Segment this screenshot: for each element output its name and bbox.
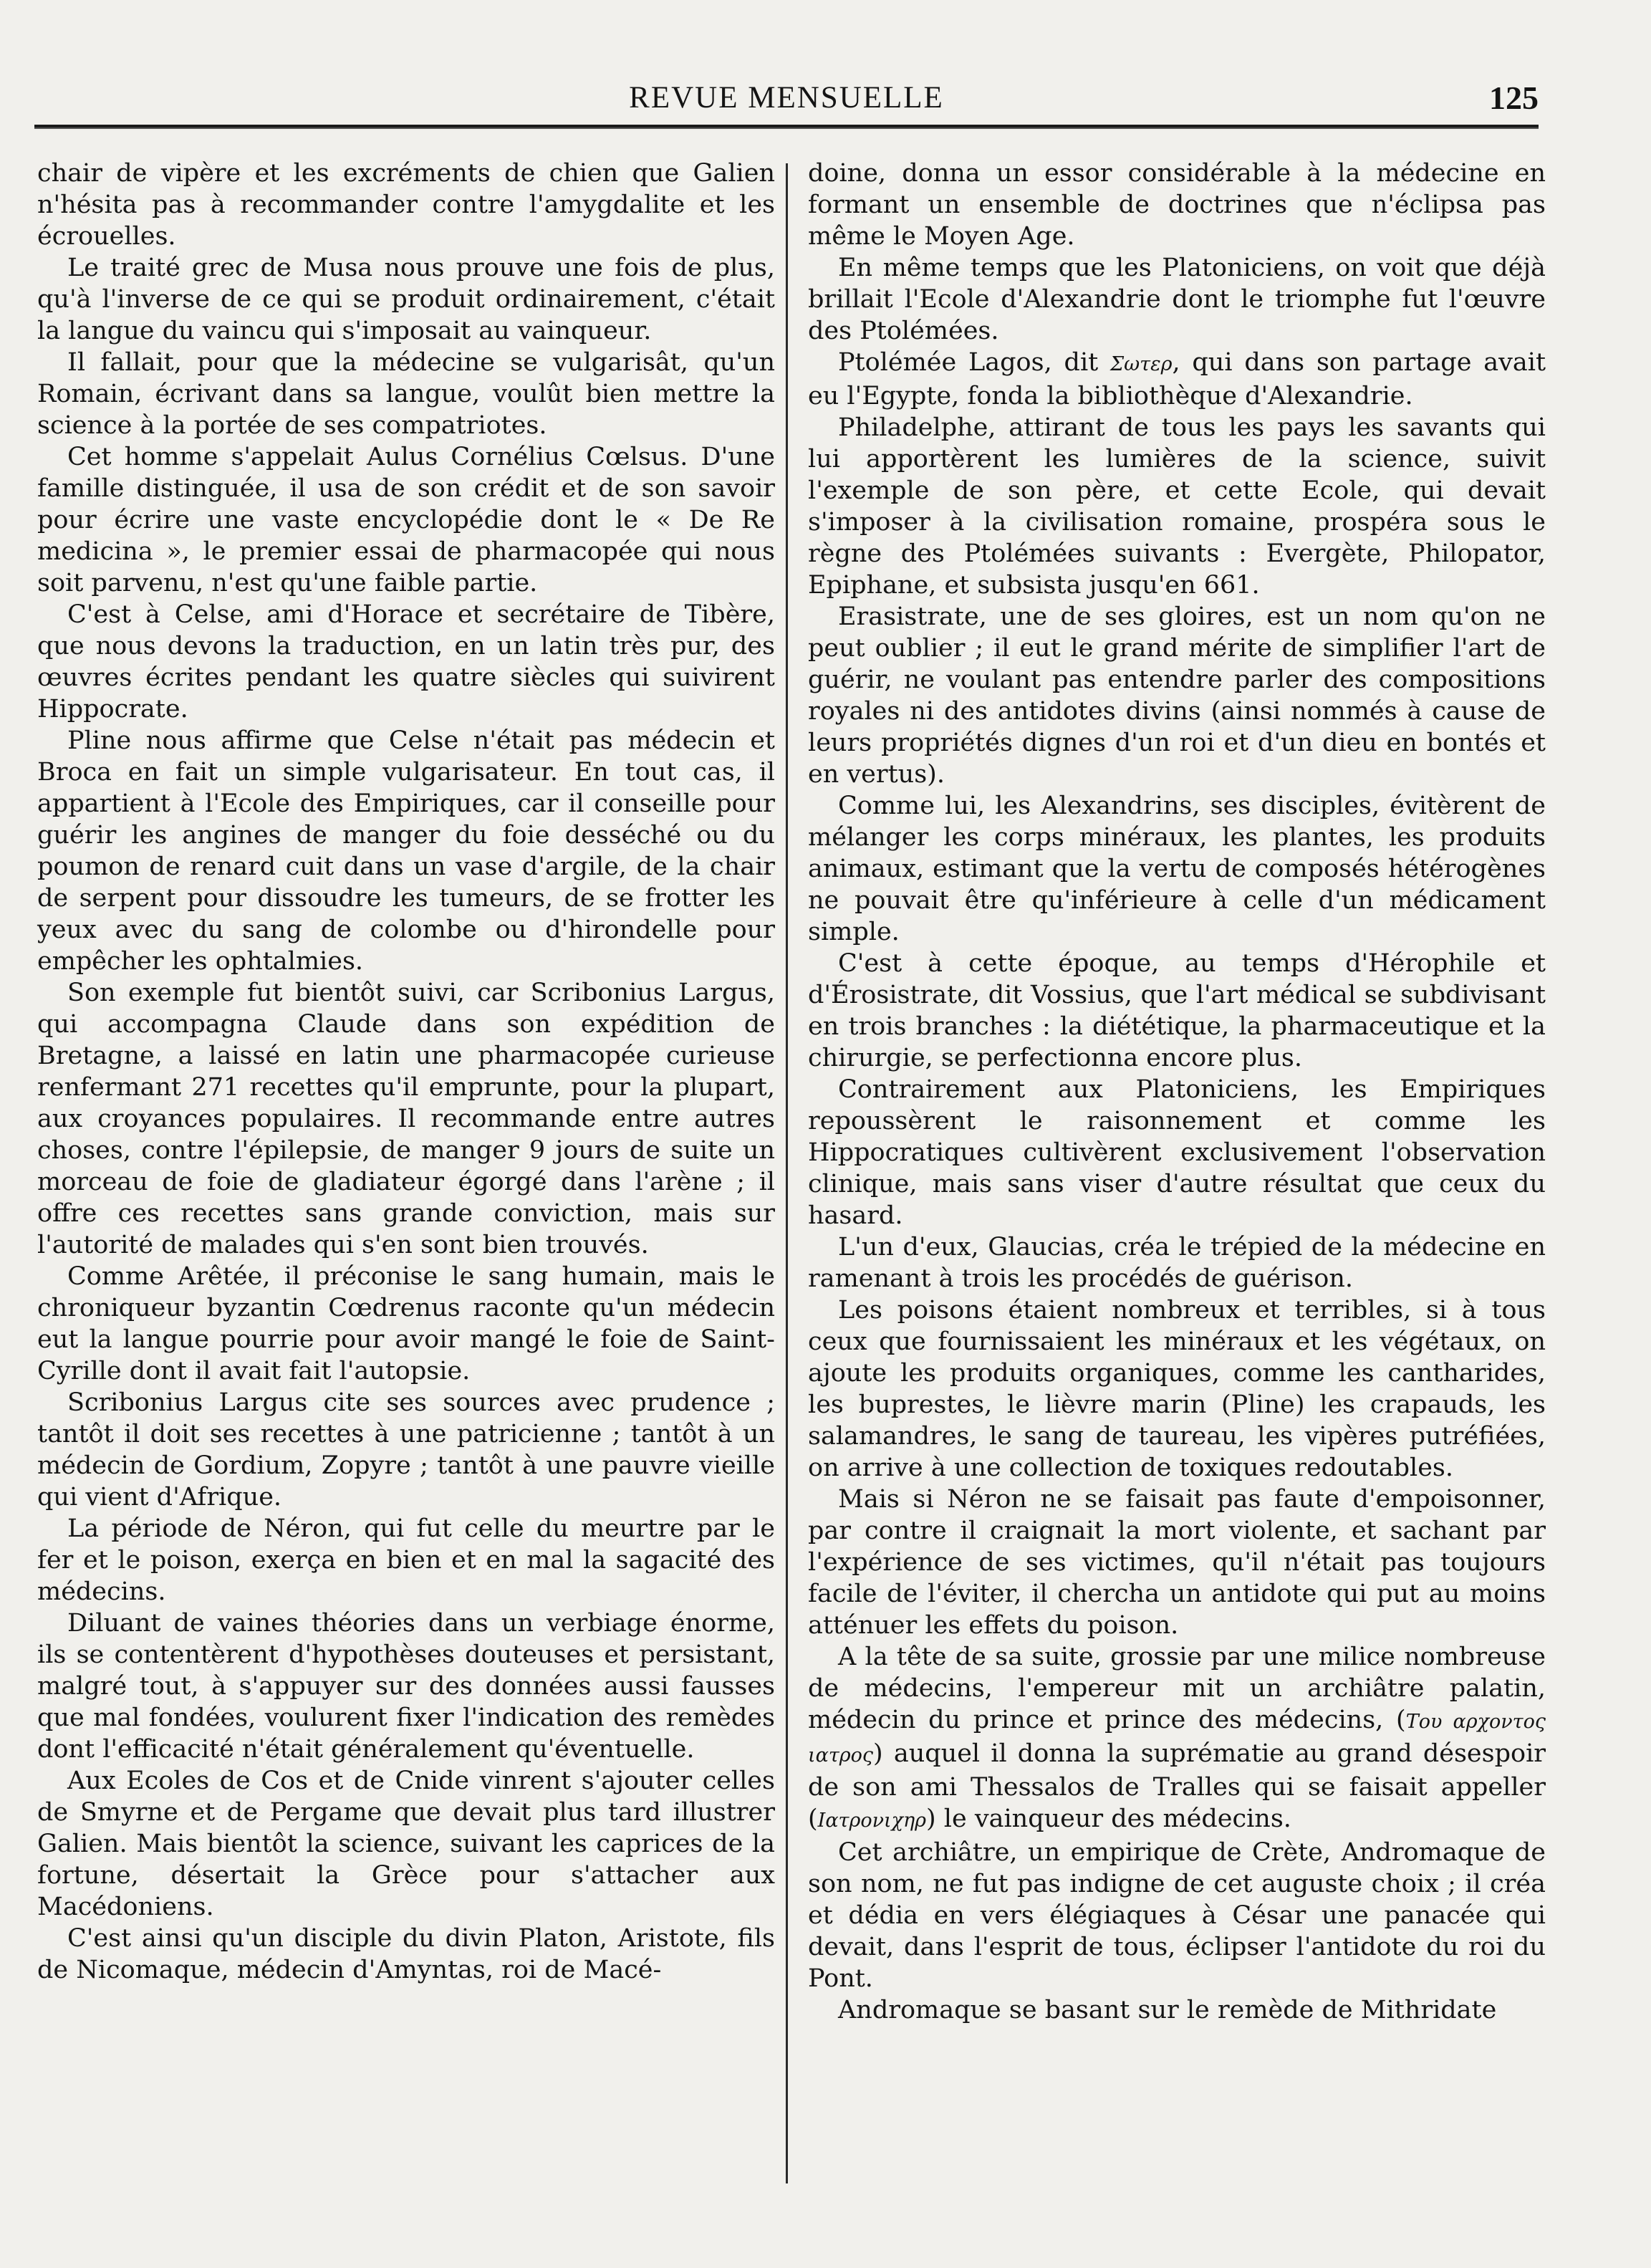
paragraph: Cet archiâtre, un empirique de Crète, Andromaque de son nom, ne fut pas indigne de cet auguste choix ; il créa et dédia en vers élégiaques à César une panacée qui devait, dans l'esprit de tous, éclipser l'antidote du roi du Pont.	[808, 1838, 1546, 1993]
paragraph: Scribonius Largus cite ses sources avec prudence ; tantôt il doit ses recettes à une patricienne ; tantôt à un médecin de Gordium, Zopyre ; tantôt à une pauvre vieille qui vient d'Afrique.	[37, 1388, 775, 1512]
paragraph: Il fallait, pour que la médecine se vulgarisât, qu'un Romain, écrivant dans sa langue, voulût bien mettre la science à la portée de ses compatriotes.	[37, 348, 775, 440]
paragraph: Cet homme s'appelait Aulus Cornélius Cœlsus. D'une famille distinguée, il usa de son crédit et de son savoir pour écrire une vaste encyclopédie dont le « De Re medicina », le premier essai de pharmacopée qui nous soit parvenu, n'est qu'une faible partie.	[37, 443, 775, 597]
paragraph	[808, 1641, 1546, 1837]
running-title: REVUE MENSUELLE	[629, 81, 944, 115]
paragraph: En même temps que les Platoniciens, on voit que déjà brillait l'Ecole d'Alexandrie dont le triomphe fut l'œuvre des Ptolémées.	[808, 254, 1546, 345]
paragraph: Les poisons étaient nombreux et terribles, si à tous ceux que fournissaient les minéraux et les végétaux, on ajoute les produits organiques, comme les cantharides, les buprestes, le lièvre marin (Pline) les crapauds, les salamandres, le sang de taureau, les vipères putréfiées, on arrive à une collection de toxiques redoutables.	[808, 1296, 1546, 1482]
paragraph: C'est à cette époque, au temps d'Hérophile et d'Érosistrate, dit Vossius, que l'art médical se subdivisant en trois branches : la diététique, la pharmaceutique et la chirurgie, se perfectionna encore plus.	[808, 949, 1546, 1072]
left-column	[37, 158, 775, 1986]
paragraph: Pline nous affirme que Celse n'était pas médecin et Broca en fait un simple vulgarisateur. En tout cas, il appartient à l'Ecole des Empiriques, car il conseille pour guérir les angines de manger du foie desséché ou du poumon de renard cuit dans un vase d'argile, de la chair de serpent pour dissoudre les tumeurs, de se frotter les yeux avec du sang de colombe ou d'hirondelle pour empêcher les ophtalmies.	[37, 726, 775, 976]
text-run: ) le vainqueur des médecins.	[926, 1805, 1291, 1833]
paragraph: doine, donna un essor considérable à la médecine en formant un ensemble de doctrines que n'éclipsa pas même le Moyen Age.	[808, 159, 1546, 251]
paragraph: L'un d'eux, Glaucias, créa le trépied de la médecine en ramenant à trois les procédés de guérison.	[808, 1233, 1546, 1293]
paragraph	[808, 347, 1546, 412]
paragraph: Andromaque se basant sur le remède de Mithridate	[838, 1996, 1497, 2024]
paragraph: Le traité grec de Musa nous prouve une fois de plus, qu'à l'inverse de ce qui se produit ordinairement, c'était la langue du vaincu qui s'imposait au vainqueur.	[37, 254, 775, 345]
paragraph: Aux Ecoles de Cos et de Cnide vinrent s'ajouter celles de Smyrne et de Pergame que devait plus tard illustrer Galien. Mais bientôt la science, suivant les caprices de la fortune, désertait la Grèce pour s'attacher aux Macédoniens.	[37, 1767, 775, 1921]
paragraph: C'est ainsi qu'un disciple du divin Platon, Aristote, fils de Nicomaque, médecin d'Amyntas, roi de Macé-	[37, 1924, 775, 1984]
paragraph: Philadelphe, attirant de tous les pays les savants qui lui apportèrent les lumières de la science, suivit l'exemple de son père, et cette Ecole, qui devait s'imposer à la civilisation romaine, prospéra sous le règne des Ptolémées suivants : Evergète, Philopator, Epiphane, et subsista jusqu'en 661.	[808, 413, 1546, 600]
paragraph: C'est à Celse, ami d'Horace et secrétaire de Tibère, que nous devons la traduction, en un latin très pur, des œuvres écrites pendant les quatre siècles qui suivirent Hippocrate.	[37, 600, 775, 724]
text-run: , qui dans son partage avait eu l'Egypte, fonda la bibliothèque d'Alexandrie.	[808, 348, 1546, 410]
page-number: 125	[1489, 80, 1539, 116]
running-header	[34, 77, 1539, 120]
greek-term: Ιατρονιχηρ	[817, 1810, 927, 1832]
paragraph: chair de vipère et les excréments de chien que Galien n'hésita pas à recommander contre l'amygdalite et les écrouelles.	[37, 159, 775, 251]
paragraph: La période de Néron, qui fut celle du meurtre par le fer et le poison, exerça en bien et en mal la sagacité des médecins.	[37, 1514, 775, 1606]
greek-term: Σωτερ	[1110, 353, 1173, 375]
greek-term: Του αρχοντος ιατρος	[808, 1711, 1546, 1767]
paragraph: Son exemple fut bientôt suivi, car Scribonius Largus, qui accompagna Claude dans son expédition de Bretagne, a laissé en latin une pharmacopée curieuse renfermant 271 recettes qu'il emprunte, pour la plupart, aux croyances populaires. Il recommande entre autres choses, contre l'épilepsie, de manger 9 jours de suite un morceau de foie de gladiateur égorgé dans l'arène ; il offre ces recettes sans grande conviction, mais sur l'autorité de malades qui s'en sont bien trouvés.	[37, 979, 775, 1259]
text-run: Ptolémée Lagos, dit	[838, 348, 1111, 377]
paragraph: Mais si Néron ne se faisait pas faute d'empoisonner, par contre il craignait la mort violente, et sachant par l'expérience de ses victimes, qu'il n'était pas toujours facile de l'éviter, il chercha un antidote qui put au moins atténuer les effets du poison.	[808, 1485, 1546, 1640]
paragraph: Diluant de vaines théories dans un verbiage énorme, ils se contentèrent d'hypothèses douteuses et persistant, malgré tout, à s'appuyer sur des données aussi fausses que mal fondées, voulurent fixer l'indication des remèdes dont l'efficacité n'était généralement qu'éventuelle.	[37, 1609, 775, 1764]
right-column	[808, 158, 1546, 2026]
text-run: A la tête de sa suite, grossie par une milice nombreuse de médecins, l'empereur mit un archiâtre palatin, médecin du prince et prince des médecins, (	[808, 1643, 1546, 1734]
header-rule	[34, 125, 1539, 129]
paragraph: Comme Arêtée, il préconise le sang humain, mais le chroniqueur byzantin Cœdrenus raconte qu'un médecin eut la langue pourrie pour avoir mangé le foie de Saint-Cyrille dont il avait fait l'autopsie.	[37, 1262, 775, 1385]
column-divider	[786, 163, 788, 2183]
text-run: ) auquel il donna la suprématie au grand désespoir de son ami Thessalos de Tralles qui se faisait appeller (	[808, 1739, 1546, 1833]
paragraph: Comme lui, les Alexandrins, ses disciples, évitèrent de mélanger les corps minéraux, les plantes, les produits animaux, estimant que la vertu de composés hétérogènes ne pouvait être qu'inférieure à celle d'un médicament simple.	[808, 792, 1546, 946]
paragraph: Erasistrate, une de ses gloires, est un nom qu'on ne peut oublier ; il eut le grand mérite de simplifier l'art de guérir, ne voulant pas entendre parler des compositions royales ni des antidotes divins (ainsi nommés à cause de leurs propriétés dignes d'un roi et d'un dieu en bontés et en vertus).	[808, 602, 1546, 789]
paragraph: Contrairement aux Platoniciens, les Empiriques repoussèrent le raisonnement et comme les Hippocratiques cultivèrent exclusivement l'observation clinique, mais sans viser d'autre résultat que ceux du hasard.	[808, 1075, 1546, 1230]
